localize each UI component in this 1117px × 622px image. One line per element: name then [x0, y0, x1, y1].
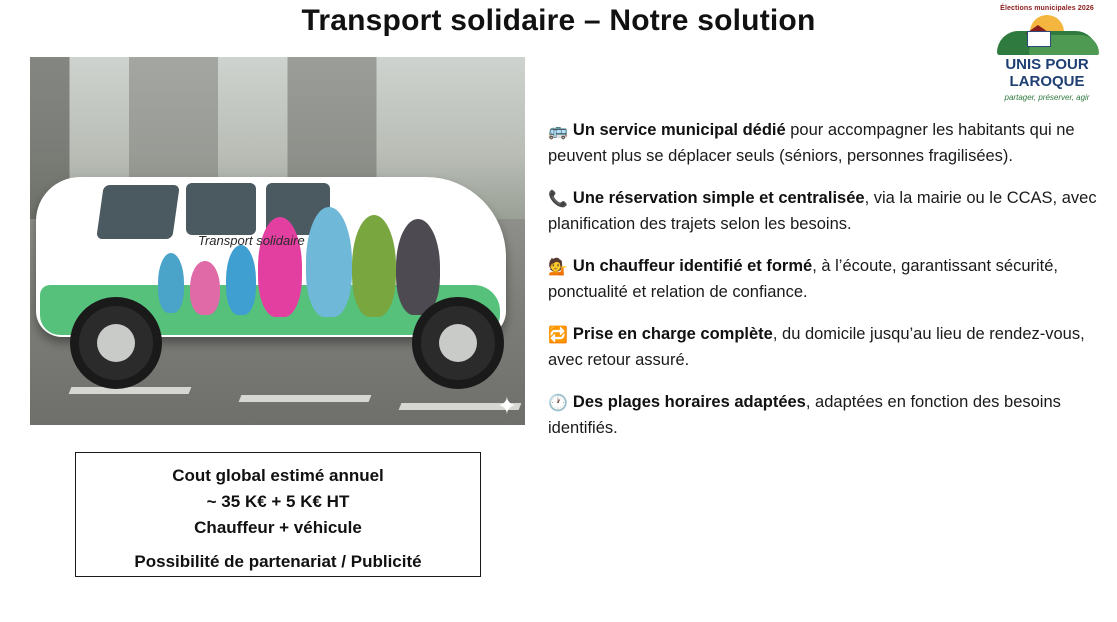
clock-icon: 🕐 [548, 395, 568, 412]
list-item-title: Une réservation simple et centralisée [572, 189, 865, 207]
logo-slogan: partager, préserver, agir [1004, 93, 1090, 102]
car-wheel-rear [412, 297, 504, 389]
solution-bullet-list [548, 118, 1108, 458]
page-title: Transport solidaire – Notre solution [301, 4, 816, 37]
parking-line [239, 395, 372, 402]
logo-illustration [989, 13, 1105, 55]
person-icon: 💁 [548, 259, 568, 276]
bus-icon: 🚌 [548, 123, 568, 140]
list-item-title: Prise en charge complète [572, 325, 773, 343]
vehicle-photo [30, 57, 525, 425]
list-item [548, 390, 1108, 440]
illustrated-person [352, 215, 396, 317]
list-item-text: pour accompagner les habitants qui ne peuvent plus se déplacer seuls (séniors, personnes fragilisées). [548, 121, 1075, 165]
list-item-title: Des plages horaires adaptées [572, 393, 806, 411]
illustrated-person [190, 261, 220, 315]
car-window [186, 183, 256, 235]
cost-summary-box [75, 452, 481, 577]
cost-line: ~ 35 K€ + 5 K€ HT [206, 492, 350, 511]
list-item-text: , à l’écoute, garantissant sécurité, ponctualité et relation de confiance. [548, 257, 1059, 301]
list-item-title: Un service municipal dédié [572, 121, 786, 139]
list-item-text: , via la mairie ou le CCAS, avec planification des trajets selon les besoins. [548, 189, 1097, 233]
car-wheel-front [70, 297, 162, 389]
cost-line: Cout global estimé annuel [172, 466, 384, 485]
list-item [548, 322, 1108, 372]
illustrated-person [306, 207, 352, 317]
vehicle-label-text: Transport solidaire [198, 233, 305, 248]
list-item [548, 186, 1108, 236]
list-item-text: , adaptées en fonction des besoins identifiés. [548, 393, 1061, 437]
list-item-title: Un chauffeur identifié et formé [572, 257, 813, 275]
logo-name-line1: UNIS POUR [1005, 56, 1089, 73]
illustrated-person [158, 253, 184, 313]
list-item [548, 118, 1108, 168]
illustrated-person [226, 245, 256, 315]
telephone-icon: 📞 [548, 191, 568, 208]
logo-name-line2: LAROQUE [1009, 73, 1085, 90]
cost-partnership-line: Possibilité de partenariat / Publicité [134, 552, 422, 571]
parking-line [69, 387, 192, 394]
cost-line: Chauffeur + véhicule [194, 518, 362, 537]
sparkle-icon: ✦ [496, 393, 517, 420]
wheel-hub [97, 324, 135, 362]
list-item-text: , du domicile jusqu’au lieu de rendez-vous, avec retour assuré. [548, 325, 1085, 369]
list-item [548, 254, 1108, 304]
illustrated-person [258, 217, 302, 317]
logo-election-text: Élections municipales 2026 [1000, 5, 1094, 12]
house-icon [1027, 31, 1051, 47]
repeat-icon: 🔁 [548, 327, 568, 344]
wheel-hub [439, 324, 477, 362]
illustrated-person [396, 219, 440, 315]
logo [989, 2, 1105, 110]
car-window [96, 185, 180, 239]
